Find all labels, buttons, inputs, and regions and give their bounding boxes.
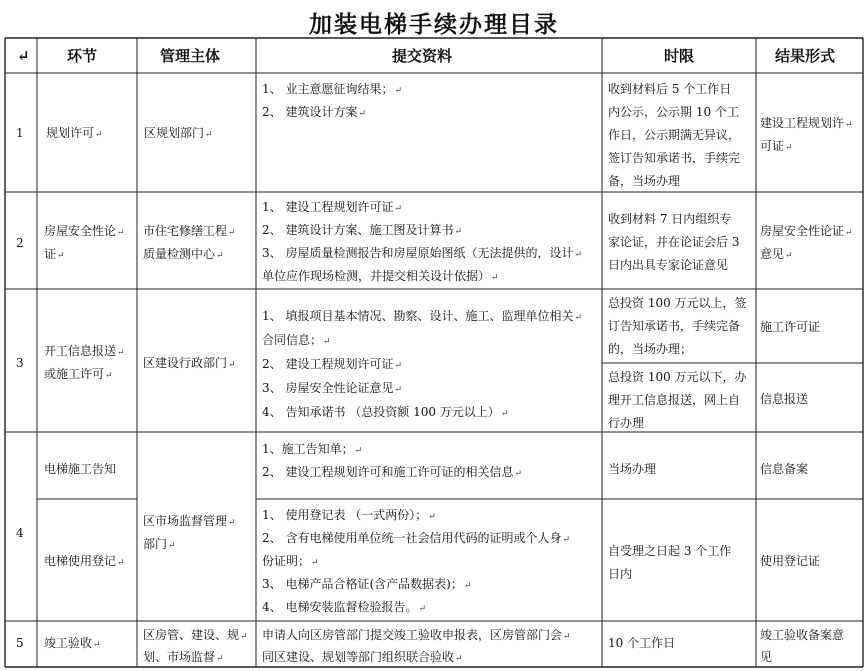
result-cell-text: 意见 xyxy=(760,247,785,261)
materials-cell-text: 2、 建设工程规划许可证 xyxy=(262,357,394,371)
stage-cell-text: 开工信息报送 xyxy=(44,344,117,358)
time-limit-cell xyxy=(608,315,740,338)
row-number: 4 xyxy=(16,526,24,540)
materials-cell xyxy=(262,352,402,378)
paragraph-mark-icon: ↵ xyxy=(845,228,853,238)
paragraph-mark-icon: ↵ xyxy=(394,385,402,395)
stage-cell xyxy=(44,243,65,268)
time-limit-cell xyxy=(608,124,740,147)
paragraph-mark-icon: ↵ xyxy=(354,446,363,456)
materials-cell xyxy=(262,438,362,463)
materials-cell-text: 1、施工告知单； xyxy=(262,442,354,456)
result-cell-text: 见 xyxy=(760,650,773,664)
stage-cell-text: 电梯施工告知 xyxy=(44,462,117,476)
materials-cell-text: 申请人向区房管部门提交竣工验收申报表，区房管部门会 xyxy=(262,628,563,642)
stage-cell xyxy=(44,458,116,481)
materials-cell-text: 1、 使用登记表 （一式两份）； xyxy=(262,508,428,522)
authority-cell-text: 部门 xyxy=(143,537,168,551)
stage-cell-text: 电梯使用登记 xyxy=(44,554,117,568)
stage-cell xyxy=(44,363,113,388)
authority-cell xyxy=(143,243,224,268)
materials-cell xyxy=(262,624,571,648)
authority-cell-text: 区建设行政部门 xyxy=(143,356,228,370)
authority-cell xyxy=(143,533,176,558)
authority-cell xyxy=(143,510,236,535)
paragraph-mark-icon: ↵ xyxy=(205,130,213,140)
time-limit-cell-text: 总投资 100 万元以上，签 xyxy=(608,296,747,310)
paragraph-mark-icon: ↵ xyxy=(574,313,582,323)
paragraph-mark-icon: ↵ xyxy=(57,251,65,261)
result-cell-text: 信息报送 xyxy=(760,392,809,406)
time-limit-cell-text: 家论证，并在论证会后 3 xyxy=(608,235,740,249)
paragraph-mark-icon: ↵ xyxy=(105,371,113,381)
paragraph-mark-icon: ↵ xyxy=(428,512,436,522)
stage-cell xyxy=(46,122,103,147)
authority-cell xyxy=(143,220,236,245)
materials-cell xyxy=(262,461,522,486)
materials-cell xyxy=(262,328,331,354)
authority-cell-text: 区市场监督管理 xyxy=(143,514,228,528)
paragraph-mark-icon: ↵ xyxy=(454,227,462,237)
time-limit-cell xyxy=(608,208,731,231)
materials-cell-text: 1、 业主意愿征询结果； xyxy=(262,82,394,96)
header-materials: 提交资料 xyxy=(392,47,453,65)
stage-cell-text: 房屋安全性论 xyxy=(44,224,117,238)
materials-cell-text: 2、 建筑设计方案、施工图及计算书 xyxy=(262,223,454,237)
stage-cell-text: 竣工验收 xyxy=(44,636,93,650)
result-cell-text: 可证 xyxy=(760,139,785,153)
materials-cell-text: 单位应作现场检测，并提交相关设计依据） xyxy=(262,269,491,283)
materials-cell xyxy=(262,573,471,598)
header-authority: 管理主体 xyxy=(160,47,221,65)
paragraph-mark-icon: ↵ xyxy=(117,228,125,238)
time-limit-cell xyxy=(608,366,747,389)
result-cell-text: 施工许可证 xyxy=(760,320,821,334)
time-limit-cell-text: 收到材料 7 日内组织专 xyxy=(608,212,732,226)
time-limit-cell-text: 订告知承诺书，手续完备 xyxy=(608,319,741,333)
time-limit-cell-text: 总投资 100 万元以下，办 xyxy=(608,370,747,384)
document-title: 加装电梯手续办理目录 xyxy=(309,11,559,38)
time-limit-cell xyxy=(608,101,739,124)
paragraph-mark-icon: ↵ xyxy=(463,581,472,591)
paragraph-mark-icon: ↵ xyxy=(394,204,402,214)
stage-cell-text: 规划许可 xyxy=(46,126,95,140)
stage-cell-text: 或施工许可 xyxy=(44,367,105,381)
result-cell xyxy=(760,135,793,160)
materials-cell xyxy=(262,550,319,575)
time-limit-cell xyxy=(608,458,656,481)
paragraph-mark-icon: ↵ xyxy=(500,409,509,419)
materials-cell-text: 同区建设、规划等部门组织联合验收 xyxy=(262,650,455,664)
result-cell xyxy=(760,458,808,481)
time-limit-cell xyxy=(608,632,675,655)
stage-cell-text: 证 xyxy=(44,247,57,261)
header-stage: 环节 xyxy=(67,47,98,65)
time-limit-cell-text: 行办理 xyxy=(608,416,645,430)
result-cell-text: 建设工程规划许 xyxy=(760,116,845,130)
materials-cell xyxy=(262,219,462,244)
time-limit-cell-text: 内公示，公示期 10 个工 xyxy=(608,105,739,119)
result-cell xyxy=(760,112,853,137)
stage-cell xyxy=(44,340,125,365)
stage-cell xyxy=(44,220,125,245)
row-number: 1 xyxy=(16,126,24,140)
result-cell xyxy=(760,388,808,411)
time-limit-cell xyxy=(608,170,680,193)
paragraph-mark-icon: ↵ xyxy=(216,654,224,664)
materials-cell xyxy=(262,265,499,290)
paragraph-mark-icon: ↵ xyxy=(845,120,853,130)
paragraph-mark-icon: ↵ xyxy=(93,640,101,650)
paragraph-mark-icon: ↵ xyxy=(491,273,499,283)
time-limit-cell xyxy=(608,78,731,101)
paragraph-mark-icon: ↵ xyxy=(168,541,176,551)
paragraph-mark-icon: ↵ xyxy=(216,251,224,261)
materials-cell-text: 合同信息； xyxy=(262,333,323,347)
materials-cell xyxy=(262,101,366,126)
authority-cell xyxy=(143,352,236,377)
materials-cell-text: 3、 房屋安全性论证意见 xyxy=(262,381,394,395)
time-limit-cell xyxy=(608,412,644,435)
materials-cell-text: 4、 告知承诺书 （总投资额 100 万元以上） xyxy=(262,405,500,419)
materials-cell xyxy=(262,376,402,402)
paragraph-mark-icon: ↵ xyxy=(514,469,522,479)
materials-cell-text: 3、 房屋质量检测报告和房屋原始图纸（无法提供的，设计 xyxy=(262,246,574,260)
header-result: 结果形式 xyxy=(775,47,836,65)
authority-cell xyxy=(143,646,224,670)
time-limit-cell-text: 作日，公示期满无异议， xyxy=(608,128,741,142)
time-limit-cell-text: 理开工信息报送，网上自 xyxy=(608,393,741,407)
time-limit-cell xyxy=(608,563,632,586)
time-limit-cell-text: 收到材料后 5 个工作日 xyxy=(608,82,732,96)
materials-cell xyxy=(262,527,570,552)
paragraph-mark-icon: ↵ xyxy=(117,348,125,358)
time-limit-cell xyxy=(608,254,728,277)
paragraph-mark-icon: ↵ xyxy=(455,654,463,664)
paragraph-mark-icon: ↵ xyxy=(311,558,319,568)
authority-cell xyxy=(143,624,248,648)
paragraph-mark-icon: ↵ xyxy=(228,228,236,238)
materials-cell-text: 1、 建设工程规划许可证 xyxy=(262,200,394,214)
materials-cell-text: 2、 含有电梯使用单位统一社会信用代码的证明或个人身 xyxy=(262,531,562,545)
time-limit-cell-text: 签订告知承诺书，手续完 xyxy=(608,151,741,165)
authority-cell-text: 区规划部门 xyxy=(144,126,205,140)
result-cell-text: 竣工验收备案意 xyxy=(760,628,845,642)
paragraph-mark-icon: ↵ xyxy=(394,86,402,96)
authority-cell-text: 质量检测中心 xyxy=(143,247,216,261)
materials-cell xyxy=(262,78,402,103)
paragraph-mark-icon: ↵ xyxy=(228,360,236,370)
result-cell xyxy=(760,550,820,573)
paragraph-mark-icon: ↵ xyxy=(574,250,582,260)
materials-cell-text: 2、 建设工程规划许可和施工许可证的相关信息 xyxy=(262,465,514,479)
paragraph-mark-icon: ↵ xyxy=(785,143,793,153)
result-cell xyxy=(760,243,793,268)
materials-cell xyxy=(262,304,582,330)
stage-cell xyxy=(44,632,101,657)
paragraph-mark-icon: ↵ xyxy=(562,535,570,545)
materials-cell xyxy=(262,596,426,621)
time-limit-cell xyxy=(608,231,739,254)
row-number: 3 xyxy=(16,356,24,370)
header-time-limit: 时限 xyxy=(664,47,695,65)
time-limit-cell-text: 10 个工作日 xyxy=(608,636,676,650)
materials-cell xyxy=(262,400,508,426)
result-cell xyxy=(760,646,772,668)
materials-cell-text: 1、 填报项目基本情况、勘察、设计、施工、监理单位相关 xyxy=(262,309,574,323)
result-cell xyxy=(760,316,820,339)
row-number: 2 xyxy=(16,236,24,250)
time-limit-cell xyxy=(608,338,692,361)
header-num: ↵ xyxy=(17,47,30,65)
materials-cell-text: 2、 建筑设计方案 xyxy=(262,105,358,119)
materials-cell-text: 4、 电梯安装监督检验报告。 xyxy=(262,600,418,614)
time-limit-cell xyxy=(608,540,731,563)
time-limit-cell-text: 日内 xyxy=(608,567,633,581)
paragraph-mark-icon: ↵ xyxy=(228,518,236,528)
time-limit-cell xyxy=(608,389,740,412)
result-cell-text: 信息备案 xyxy=(760,462,809,476)
time-limit-cell-text: 自受理之日起 3 个工作 xyxy=(608,544,732,558)
paragraph-mark-icon: ↵ xyxy=(95,130,103,140)
stage-cell xyxy=(44,550,125,575)
materials-cell xyxy=(262,504,436,529)
materials-cell xyxy=(262,196,402,221)
materials-cell xyxy=(262,646,463,670)
paragraph-mark-icon: ↵ xyxy=(323,337,331,347)
result-cell-text: 房屋安全性论证 xyxy=(760,224,845,238)
time-limit-cell-text: 当场办理 xyxy=(608,462,657,476)
time-limit-cell xyxy=(608,147,740,170)
paragraph-mark-icon: ↵ xyxy=(394,361,402,371)
result-cell-text: 使用登记证 xyxy=(760,554,821,568)
result-cell xyxy=(760,624,844,646)
materials-cell-text: 3、 电梯产品合格证(含产品数据表)； xyxy=(262,577,463,591)
authority-cell-text: 市住宅修缮工程 xyxy=(143,224,228,238)
materials-cell-text: 份证明； xyxy=(262,554,311,568)
result-cell xyxy=(760,220,853,245)
time-limit-cell-text: 备，当场办理 xyxy=(608,174,681,188)
authority-cell xyxy=(144,122,213,147)
paragraph-mark-icon: ↵ xyxy=(358,109,366,119)
paragraph-mark-icon: ↵ xyxy=(785,251,793,261)
authority-cell-text: 划、市场监督 xyxy=(143,650,216,664)
time-limit-cell-text: 的，当场办理； xyxy=(608,342,693,356)
materials-cell xyxy=(262,242,582,267)
paragraph-mark-icon: ↵ xyxy=(418,604,426,614)
row-number: 5 xyxy=(16,636,24,650)
paragraph-mark-icon: ↵ xyxy=(117,558,125,568)
paragraph-mark-icon: ↵ xyxy=(240,632,248,642)
time-limit-cell xyxy=(608,292,747,315)
time-limit-cell-text: 日内出具专家论证意见 xyxy=(608,258,729,272)
paragraph-mark-icon: ↵ xyxy=(563,632,571,642)
authority-cell-text: 区房管、建设、规 xyxy=(143,628,240,642)
